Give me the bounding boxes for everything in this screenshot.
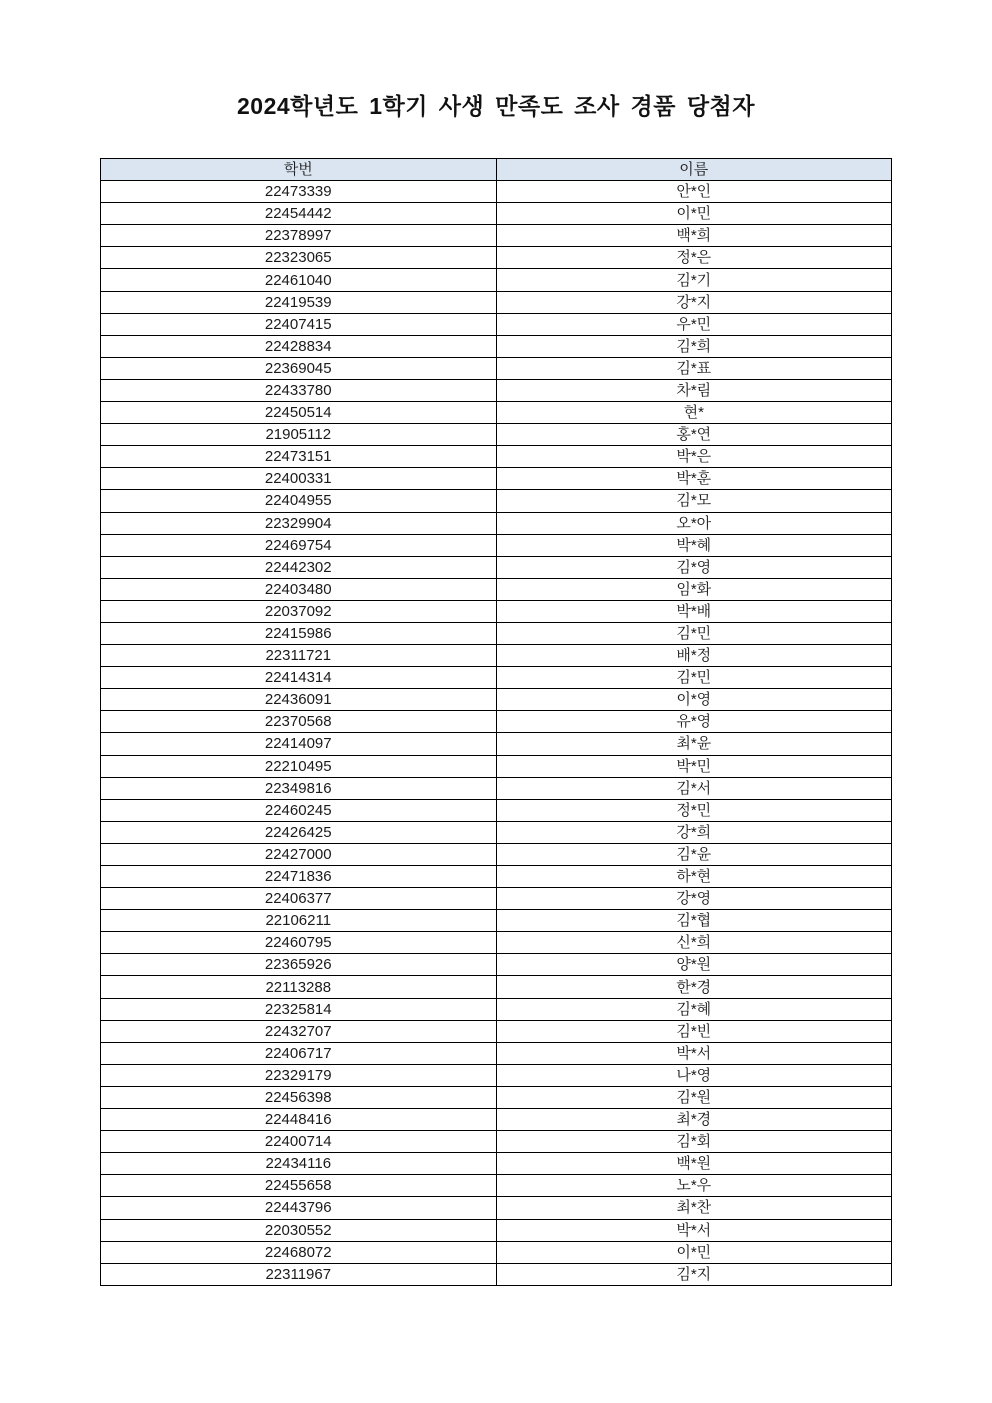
student-id-cell: 22461040 <box>101 269 497 291</box>
student-id-cell: 22442302 <box>101 556 497 578</box>
column-header-name: 이름 <box>496 159 892 181</box>
table-row <box>101 313 892 335</box>
name-cell: 최*찬 <box>496 1197 892 1219</box>
student-id-cell: 22460245 <box>101 799 497 821</box>
student-id-cell: 22400331 <box>101 468 497 490</box>
name-cell: 최*윤 <box>496 733 892 755</box>
table-row <box>101 1175 892 1197</box>
name-cell: 김*회 <box>496 1131 892 1153</box>
name-cell: 임*화 <box>496 578 892 600</box>
name-cell: 백*희 <box>496 225 892 247</box>
name-cell: 김*원 <box>496 1086 892 1108</box>
name-cell: 박*민 <box>496 755 892 777</box>
table-row <box>101 1064 892 1086</box>
student-id-cell: 22329904 <box>101 512 497 534</box>
name-cell: 김*희 <box>496 335 892 357</box>
table-row <box>101 1153 892 1175</box>
table-row <box>101 1197 892 1219</box>
student-id-cell: 22323065 <box>101 247 497 269</box>
name-cell: 차*림 <box>496 379 892 401</box>
table-row <box>101 954 892 976</box>
student-id-cell: 22426425 <box>101 821 497 843</box>
table-row <box>101 446 892 468</box>
table-row <box>101 402 892 424</box>
name-cell: 박*서 <box>496 1042 892 1064</box>
student-id-cell: 22311721 <box>101 645 497 667</box>
table-row <box>101 556 892 578</box>
name-cell: 김*지 <box>496 1263 892 1285</box>
name-cell: 박*혜 <box>496 534 892 556</box>
column-header-student-id: 학번 <box>101 159 497 181</box>
name-cell: 박*배 <box>496 600 892 622</box>
student-id-cell: 22469754 <box>101 534 497 556</box>
name-cell: 김*표 <box>496 357 892 379</box>
table-row <box>101 667 892 689</box>
name-cell: 박*훈 <box>496 468 892 490</box>
student-id-cell: 22370568 <box>101 711 497 733</box>
student-id-cell: 22403480 <box>101 578 497 600</box>
student-id-cell: 22414097 <box>101 733 497 755</box>
table-header-row <box>101 159 892 181</box>
student-id-cell: 21905112 <box>101 424 497 446</box>
name-cell: 강*희 <box>496 821 892 843</box>
student-id-cell: 22407415 <box>101 313 497 335</box>
table-row <box>101 578 892 600</box>
student-id-cell: 22419539 <box>101 291 497 313</box>
student-id-cell: 22406377 <box>101 888 497 910</box>
name-cell: 김*혜 <box>496 998 892 1020</box>
name-cell: 이*민 <box>496 203 892 225</box>
student-id-cell: 22473151 <box>101 446 497 468</box>
student-id-cell: 22473339 <box>101 181 497 203</box>
student-id-cell: 22311967 <box>101 1263 497 1285</box>
student-id-cell: 22378997 <box>101 225 497 247</box>
name-cell: 나*영 <box>496 1064 892 1086</box>
table-row <box>101 799 892 821</box>
student-id-cell: 22436091 <box>101 689 497 711</box>
student-id-cell: 22454442 <box>101 203 497 225</box>
table-row <box>101 733 892 755</box>
table-row <box>101 866 892 888</box>
name-cell: 정*민 <box>496 799 892 821</box>
table-row <box>101 888 892 910</box>
table-row <box>101 1109 892 1131</box>
name-cell: 현* <box>496 402 892 424</box>
student-id-cell: 22415986 <box>101 622 497 644</box>
table-row <box>101 379 892 401</box>
table-row <box>101 1219 892 1241</box>
student-id-cell: 22406717 <box>101 1042 497 1064</box>
student-id-cell: 22210495 <box>101 755 497 777</box>
table-row <box>101 910 892 932</box>
winner-table-container <box>100 158 892 1286</box>
table-row <box>101 291 892 313</box>
student-id-cell: 22365926 <box>101 954 497 976</box>
student-id-cell: 22325814 <box>101 998 497 1020</box>
student-id-cell: 22400714 <box>101 1131 497 1153</box>
student-id-cell: 22404955 <box>101 490 497 512</box>
student-id-cell: 22414314 <box>101 667 497 689</box>
table-row <box>101 777 892 799</box>
name-cell: 하*현 <box>496 866 892 888</box>
table-row <box>101 1241 892 1263</box>
table-row <box>101 424 892 446</box>
student-id-cell: 22037092 <box>101 600 497 622</box>
name-cell: 최*경 <box>496 1109 892 1131</box>
table-row <box>101 755 892 777</box>
name-cell: 안*인 <box>496 181 892 203</box>
name-cell: 김*윤 <box>496 843 892 865</box>
table-row <box>101 468 892 490</box>
student-id-cell: 22471836 <box>101 866 497 888</box>
table-row <box>101 512 892 534</box>
table-row <box>101 1086 892 1108</box>
student-id-cell: 22349816 <box>101 777 497 799</box>
student-id-cell: 22432707 <box>101 1020 497 1042</box>
name-cell: 김*기 <box>496 269 892 291</box>
student-id-cell: 22433780 <box>101 379 497 401</box>
table-row <box>101 821 892 843</box>
name-cell: 오*아 <box>496 512 892 534</box>
table-row <box>101 600 892 622</box>
student-id-cell: 22434116 <box>101 1153 497 1175</box>
student-id-cell: 22448416 <box>101 1109 497 1131</box>
name-cell: 강*지 <box>496 291 892 313</box>
table-row <box>101 932 892 954</box>
name-cell: 우*민 <box>496 313 892 335</box>
name-cell: 백*원 <box>496 1153 892 1175</box>
page-title: 2024학년도 1학기 사생 만족도 조사 경품 당첨자 <box>236 93 755 119</box>
name-cell: 양*원 <box>496 954 892 976</box>
name-cell: 홍*연 <box>496 424 892 446</box>
name-cell: 김*빈 <box>496 1020 892 1042</box>
student-id-cell: 22329179 <box>101 1064 497 1086</box>
table-row <box>101 225 892 247</box>
student-id-cell: 22455658 <box>101 1175 497 1197</box>
table-row <box>101 490 892 512</box>
table-row <box>101 689 892 711</box>
student-id-cell: 22456398 <box>101 1086 497 1108</box>
name-cell: 정*은 <box>496 247 892 269</box>
table-row <box>101 998 892 1020</box>
name-cell: 배*정 <box>496 645 892 667</box>
student-id-cell: 22113288 <box>101 976 497 998</box>
student-id-cell: 22450514 <box>101 402 497 424</box>
table-row <box>101 203 892 225</box>
student-id-cell: 22369045 <box>101 357 497 379</box>
name-cell: 김*모 <box>496 490 892 512</box>
name-cell: 이*민 <box>496 1241 892 1263</box>
table-row <box>101 1263 892 1285</box>
student-id-cell: 22030552 <box>101 1219 497 1241</box>
winner-table <box>100 158 892 1286</box>
name-cell: 한*경 <box>496 976 892 998</box>
name-cell: 김*서 <box>496 777 892 799</box>
table-row <box>101 843 892 865</box>
table-row <box>101 1020 892 1042</box>
table-row <box>101 711 892 733</box>
table-row <box>101 335 892 357</box>
table-body <box>101 181 892 1286</box>
table-row <box>101 269 892 291</box>
name-cell: 김*영 <box>496 556 892 578</box>
student-id-cell: 22106211 <box>101 910 497 932</box>
name-cell: 강*영 <box>496 888 892 910</box>
name-cell: 김*민 <box>496 622 892 644</box>
name-cell: 노*우 <box>496 1175 892 1197</box>
student-id-cell: 22460795 <box>101 932 497 954</box>
table-row <box>101 357 892 379</box>
table-row <box>101 622 892 644</box>
name-cell: 김*민 <box>496 667 892 689</box>
name-cell: 신*희 <box>496 932 892 954</box>
name-cell: 박*은 <box>496 446 892 468</box>
student-id-cell: 22427000 <box>101 843 497 865</box>
name-cell: 이*영 <box>496 689 892 711</box>
student-id-cell: 22443796 <box>101 1197 497 1219</box>
table-row <box>101 181 892 203</box>
table-row <box>101 534 892 556</box>
name-cell: 김*협 <box>496 910 892 932</box>
table-row <box>101 976 892 998</box>
table-row <box>101 645 892 667</box>
table-row <box>101 1042 892 1064</box>
student-id-cell: 22468072 <box>101 1241 497 1263</box>
table-row <box>101 247 892 269</box>
student-id-cell: 22428834 <box>101 335 497 357</box>
name-cell: 유*영 <box>496 711 892 733</box>
name-cell: 박*서 <box>496 1219 892 1241</box>
table-row <box>101 1131 892 1153</box>
